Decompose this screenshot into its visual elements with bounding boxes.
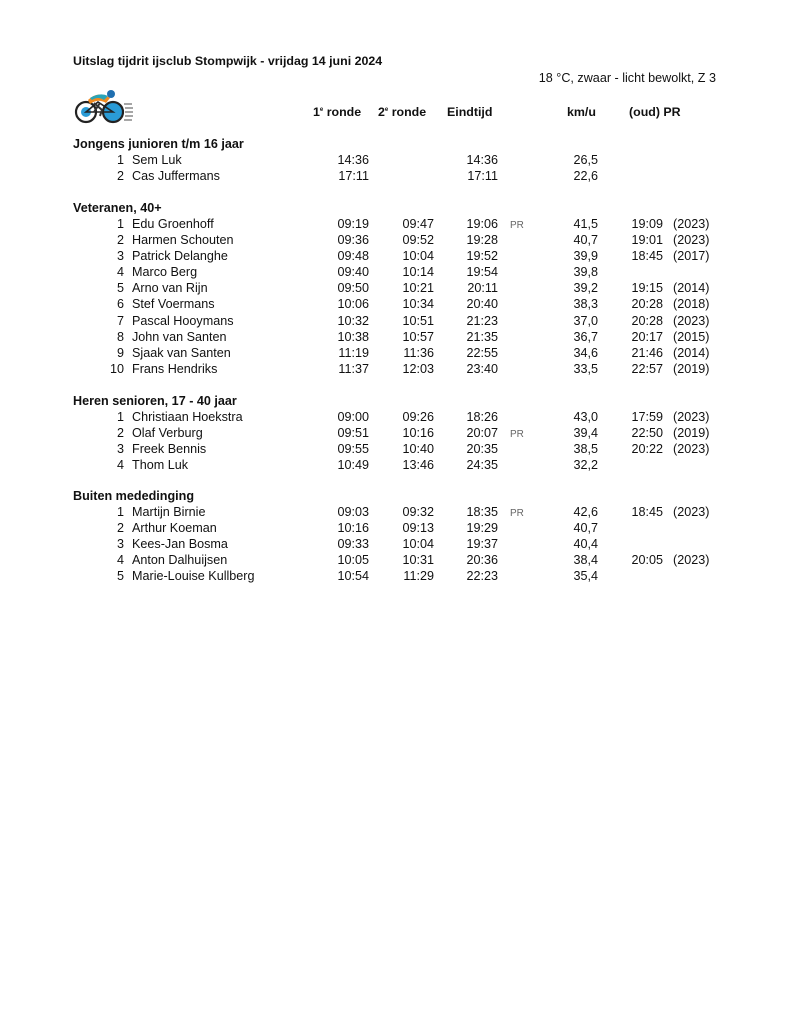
old-pr-time: 20:05 [631, 553, 663, 568]
col-ronde1: 1e ronde [313, 105, 362, 119]
section-title: Heren senioren, 17 - 40 jaar [73, 394, 237, 408]
ronde1-time: 09:19 [337, 217, 369, 231]
ronde2-time: 10:51 [402, 313, 434, 328]
ronde2-time: 09:13 [402, 521, 434, 536]
pr-badge: PR [510, 220, 524, 231]
result-row [73, 168, 733, 184]
eindtijd: 17:11 [467, 169, 498, 184]
ronde1-time: 10:06 [337, 297, 369, 312]
rank-cell: 3 [116, 249, 124, 264]
old-pr-year: (2017) [673, 249, 710, 264]
result-rows [73, 504, 733, 584]
ronde2-time: 09:26 [402, 410, 434, 424]
speed-kmu: 39,4 [573, 426, 598, 441]
old-pr-year: (2015) [673, 329, 710, 344]
eindtijd: 19:37 [466, 537, 498, 552]
old-pr-year: (2019) [673, 361, 710, 376]
result-row [73, 457, 733, 473]
old-pr-year: (2023) [673, 313, 710, 328]
skater-name: Martijn Birnie [132, 505, 206, 519]
col-kmu: km/u [567, 105, 596, 119]
rank-cell: 4 [116, 265, 124, 280]
cyclist-logo-icon [74, 86, 134, 124]
old-pr-year: (2023) [673, 233, 710, 248]
rank-cell: 2 [116, 169, 124, 184]
ronde2-time: 10:40 [402, 442, 434, 457]
ronde2-time: 10:34 [402, 297, 434, 312]
ronde1-time: 10:16 [337, 521, 369, 536]
skater-name: Sem Luk [132, 153, 182, 167]
ronde2-time: 09:52 [402, 233, 434, 248]
skater-name: Harmen Schouten [132, 233, 234, 248]
skater-name: Arthur Koeman [132, 521, 217, 536]
old-pr-time: 22:50 [631, 426, 663, 441]
skater-name: Kees-Jan Bosma [132, 537, 228, 552]
eindtijd: 20:35 [466, 442, 498, 457]
rank-cell: 8 [116, 329, 124, 344]
ronde1-time: 11:37 [338, 361, 369, 376]
section-buiten-mededinging [73, 488, 733, 584]
rank-cell: 3 [116, 537, 124, 552]
skater-name: John van Santen [132, 329, 227, 344]
ronde2-time: 10:16 [402, 426, 434, 441]
speed-kmu: 36,7 [573, 329, 598, 344]
ronde2-time: 10:57 [402, 329, 434, 344]
eindtijd: 14:36 [466, 153, 498, 167]
ronde1-time: 09:48 [337, 249, 369, 264]
eindtijd: 19:06 [466, 217, 498, 231]
rank-cell: 2 [116, 521, 124, 536]
skater-name: Frans Hendriks [132, 361, 218, 376]
rank-cell: 7 [116, 313, 124, 328]
ronde1-time: 09:40 [337, 265, 369, 280]
ronde1-time: 17:11 [338, 169, 369, 184]
old-pr-time: 20:17 [631, 329, 663, 344]
section-veteranen [73, 200, 733, 377]
ronde2-time: 10:31 [402, 553, 434, 568]
old-pr-time: 19:15 [631, 281, 663, 296]
ronde1-time: 09:36 [337, 233, 369, 248]
old-pr-time: 18:45 [631, 505, 663, 519]
old-pr-time: 18:45 [631, 249, 663, 264]
result-rows [73, 409, 733, 473]
section-senioren [73, 393, 733, 473]
ronde1-time: 10:49 [337, 458, 369, 473]
eindtijd: 20:07 [466, 426, 498, 441]
eindtijd: 19:52 [466, 249, 498, 264]
rank-cell: 5 [116, 281, 124, 296]
skater-name: Freek Bennis [132, 442, 207, 457]
ronde1-time: 10:38 [337, 329, 369, 344]
old-pr-time: 19:09 [631, 217, 663, 231]
skater-name: Thom Luk [132, 458, 188, 473]
rank-cell: 4 [116, 553, 124, 568]
ronde1-time: 09:03 [337, 505, 369, 519]
speed-kmu: 37,0 [573, 313, 598, 328]
eindtijd: 19:28 [466, 233, 498, 248]
ronde1-time: 09:55 [337, 442, 369, 457]
rank-cell: 10 [109, 361, 124, 376]
result-row [73, 296, 733, 312]
speed-kmu: 38,5 [573, 442, 598, 457]
old-pr-time: 21:46 [631, 345, 663, 360]
result-row [73, 409, 733, 425]
rank-cell: 3 [116, 442, 124, 457]
ronde1-time: 09:33 [337, 537, 369, 552]
rank-cell: 1 [116, 217, 124, 231]
old-pr-year: (2023) [673, 553, 710, 568]
speed-kmu: 26,5 [573, 153, 598, 167]
speed-kmu: 43,0 [573, 410, 598, 424]
skater-name: Stef Voermans [132, 297, 215, 312]
ronde1-time: 14:36 [337, 153, 369, 167]
result-row [73, 536, 733, 552]
skater-name: Pascal Hooymans [132, 313, 234, 328]
skater-name: Edu Groenhoff [132, 217, 214, 231]
weather-info: 18 °C, zwaar - licht bewolkt, Z 3 [538, 71, 716, 85]
old-pr-time: 19:01 [631, 233, 663, 248]
speed-kmu: 34,6 [573, 345, 598, 360]
ronde2-time: 10:21 [402, 281, 434, 296]
result-row [73, 441, 733, 457]
speed-kmu: 22,6 [573, 169, 598, 184]
result-rows [73, 152, 733, 184]
speed-kmu: 33,5 [573, 361, 598, 376]
section-title: Buiten mededinging [73, 489, 195, 503]
speed-kmu: 35,4 [573, 569, 598, 584]
section-title: Jongens junioren t/m 16 jaar [73, 137, 244, 151]
result-row [73, 345, 733, 361]
result-row [73, 329, 733, 345]
old-pr-time: 17:59 [631, 410, 663, 424]
ronde2-time: 10:04 [402, 249, 434, 264]
ronde1-time: 09:50 [337, 281, 369, 296]
result-row [73, 552, 733, 568]
section-title: Veteranen, 40+ [73, 201, 162, 215]
section-junioren [73, 136, 733, 184]
speed-kmu: 38,4 [573, 553, 598, 568]
eindtijd: 20:11 [467, 281, 498, 296]
eindtijd: 19:54 [466, 265, 498, 280]
rank-cell: 1 [116, 153, 124, 167]
eindtijd: 23:40 [466, 361, 498, 376]
eindtijd: 21:23 [466, 313, 498, 328]
ronde2-time: 12:03 [402, 361, 434, 376]
ronde2-time: 11:36 [403, 345, 434, 360]
col-eindtijd: Eindtijd [447, 105, 493, 119]
speed-kmu: 39,8 [573, 265, 598, 280]
result-row [73, 568, 733, 584]
old-pr-time: 22:57 [631, 361, 663, 376]
ronde2-time: 13:46 [402, 458, 434, 473]
speed-kmu: 32,2 [573, 458, 598, 473]
ronde2-time: 10:14 [402, 265, 434, 280]
old-pr-year: (2023) [673, 505, 710, 519]
old-pr-time: 20:28 [631, 313, 663, 328]
ronde2-time: 11:29 [403, 569, 434, 584]
skater-name: Marco Berg [132, 265, 198, 280]
ronde1-time: 11:19 [338, 345, 369, 360]
old-pr-time: 20:28 [631, 297, 663, 312]
eindtijd: 20:36 [466, 553, 498, 568]
rank-cell: 5 [116, 569, 124, 584]
old-pr-year: (2019) [673, 426, 710, 441]
speed-kmu: 40,7 [573, 521, 598, 536]
result-row [73, 425, 733, 441]
ronde2-time: 10:04 [402, 537, 434, 552]
ronde1-time: 10:54 [337, 569, 369, 584]
skater-name: Olaf Verburg [132, 426, 203, 441]
rank-cell: 6 [116, 297, 124, 312]
result-row [73, 248, 733, 264]
speed-kmu: 39,9 [573, 249, 598, 264]
rank-cell: 1 [116, 505, 124, 519]
old-pr-time: 20:22 [631, 442, 663, 457]
eindtijd: 19:29 [466, 521, 498, 536]
old-pr-year: (2023) [673, 217, 710, 231]
col-oud-pr: (oud) PR [629, 105, 681, 119]
ronde1-time: 10:05 [337, 553, 369, 568]
skater-name: Anton Dalhuijsen [132, 553, 228, 568]
old-pr-year: (2014) [673, 345, 710, 360]
pr-badge: PR [510, 508, 524, 519]
rank-cell: 2 [116, 426, 124, 441]
ronde1-time: 10:32 [337, 313, 369, 328]
ronde2-time: 09:32 [402, 505, 434, 519]
ronde1-time: 09:00 [337, 410, 369, 424]
skater-name: Sjaak van Santen [132, 345, 231, 360]
eindtijd: 20:40 [466, 297, 498, 312]
col-ronde2: 2e ronde [378, 105, 427, 119]
rank-cell: 4 [116, 458, 124, 473]
result-row [73, 232, 733, 248]
skater-name: Christiaan Hoekstra [132, 410, 243, 424]
rank-cell: 9 [116, 345, 124, 360]
result-row [73, 264, 733, 280]
speed-kmu: 38,3 [573, 297, 598, 312]
eindtijd: 18:26 [466, 410, 498, 424]
result-rows [73, 216, 733, 377]
result-row [73, 504, 733, 520]
result-row [73, 520, 733, 536]
result-row [73, 361, 733, 377]
speed-kmu: 40,4 [573, 537, 598, 552]
rank-cell: 2 [116, 233, 124, 248]
result-row [73, 313, 733, 329]
result-row [73, 280, 733, 296]
pr-badge: PR [510, 429, 524, 441]
eindtijd: 22:23 [466, 569, 498, 584]
skater-name: Arno van Rijn [132, 281, 208, 296]
old-pr-year: (2014) [673, 281, 710, 296]
skater-name: Patrick Delanghe [132, 249, 228, 264]
skater-name: Cas Juffermans [132, 169, 220, 184]
speed-kmu: 40,7 [573, 233, 598, 248]
eindtijd: 18:35 [466, 505, 498, 519]
eindtijd: 24:35 [466, 458, 498, 473]
ronde1-time: 09:51 [337, 426, 369, 441]
ronde2-time: 09:47 [402, 217, 434, 231]
page-title: Uitslag tijdrit ijsclub Stompwijk - vrijdag 14 juni 2024 [73, 54, 383, 68]
eindtijd: 22:55 [466, 345, 498, 360]
result-row [73, 152, 733, 168]
rank-cell: 1 [116, 410, 124, 424]
old-pr-year: (2018) [673, 297, 710, 312]
old-pr-year: (2023) [673, 442, 710, 457]
eindtijd: 21:35 [466, 329, 498, 344]
speed-kmu: 42,6 [573, 505, 598, 519]
result-row [73, 216, 733, 232]
skater-name: Marie-Louise Kullberg [132, 569, 255, 584]
speed-kmu: 39,2 [573, 281, 598, 296]
old-pr-year: (2023) [673, 410, 710, 424]
speed-kmu: 41,5 [573, 217, 598, 231]
